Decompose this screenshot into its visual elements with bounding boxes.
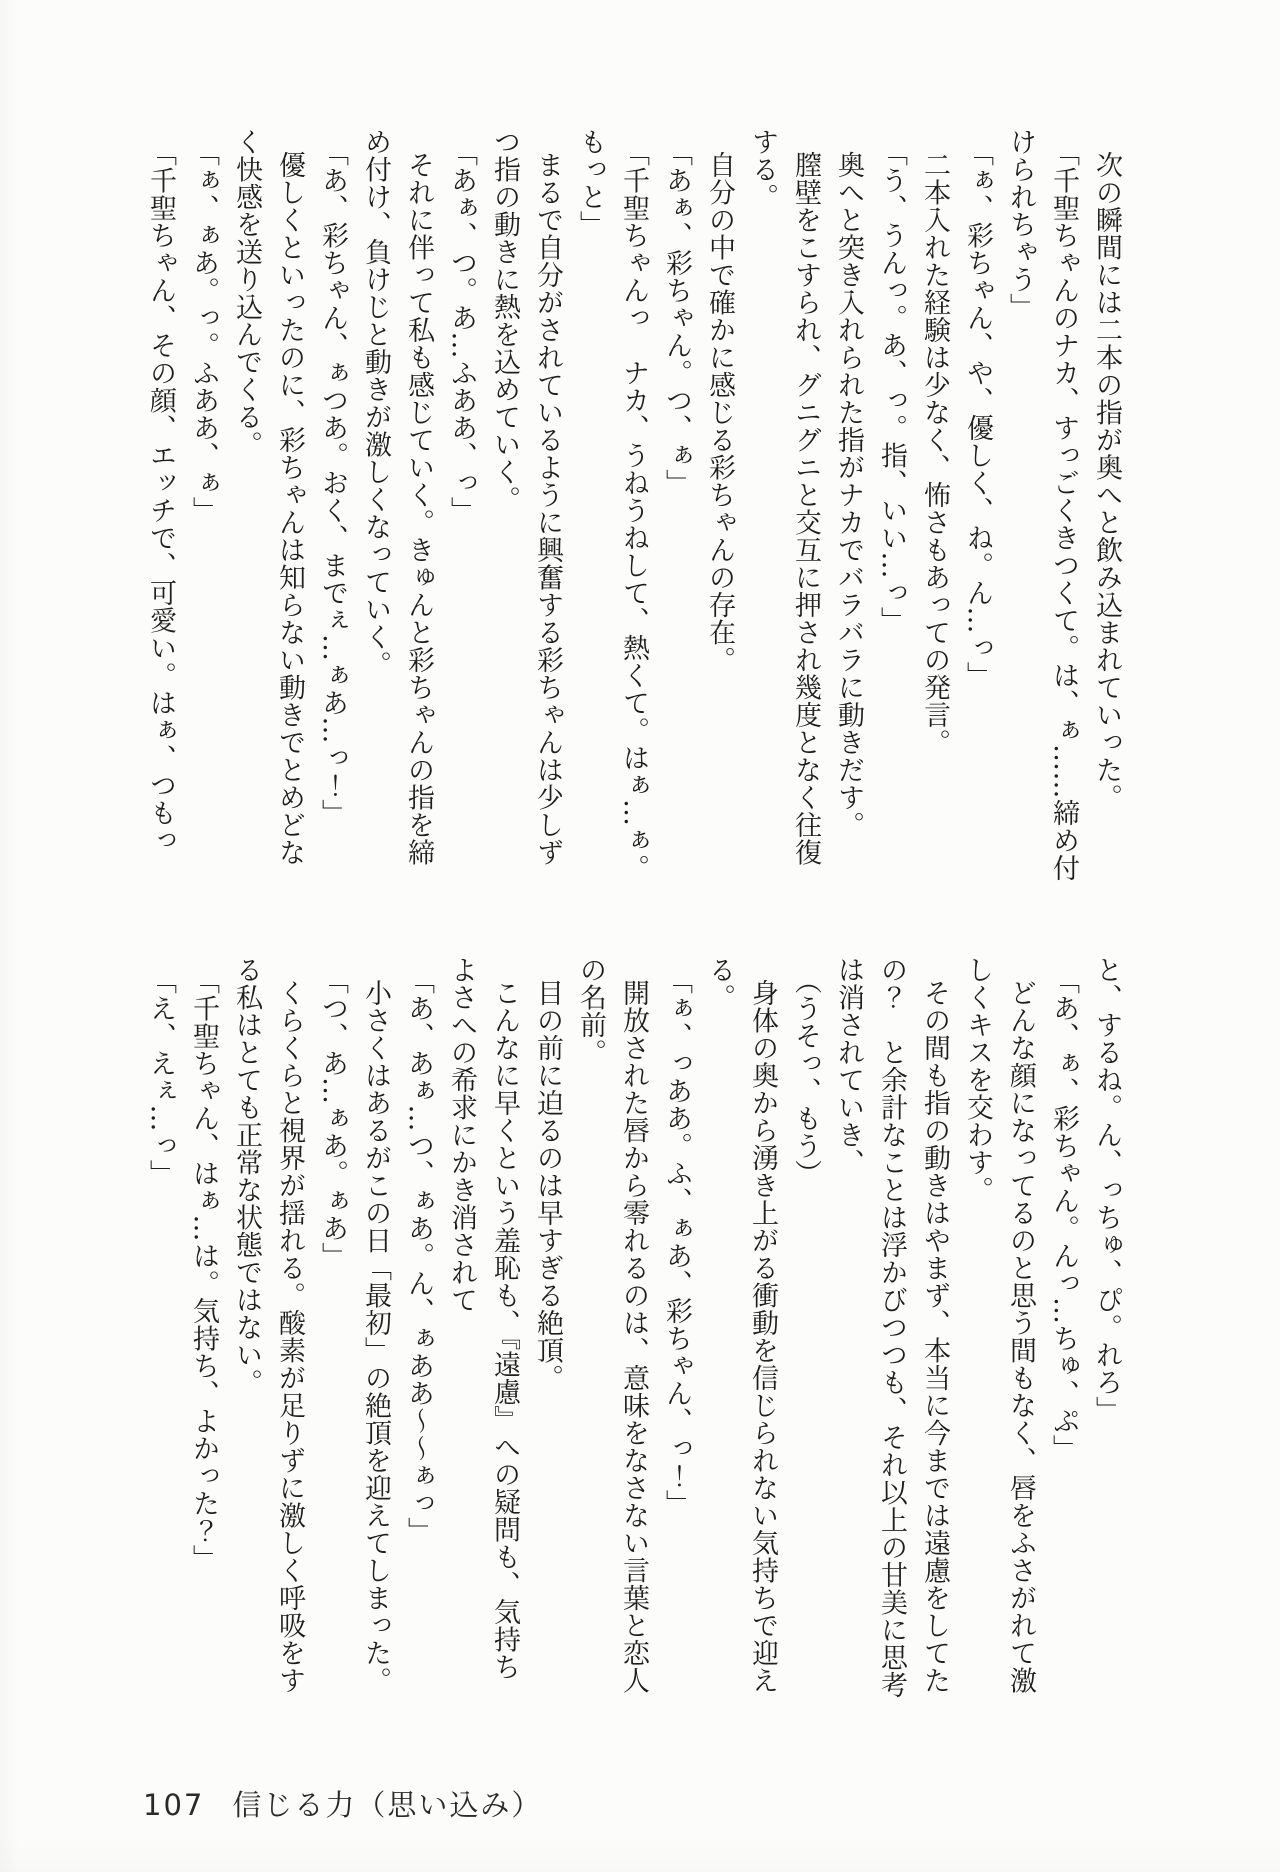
text-column: 身体の奥から湧き上がる衝動を信じられない気持ちで迎え <box>747 978 778 1694</box>
text-column: 優しくといったのに、彩ちゃんは知らない動きでとめどな <box>274 150 305 866</box>
text-column: と、するね。ん、っちゅ、ぴ。れろ」 <box>1091 956 1122 1424</box>
text-column: その間も指の動きはやまず、本当に今までは遠慮をしてた <box>919 978 950 1694</box>
text-column: 開放された唇から零れるのは、意味をなさない言葉と恋人 <box>618 978 649 1694</box>
text-column: 「あ、ぁ、彩ちゃん。んっ…ちゅ、ぷ」 <box>1048 966 1079 1462</box>
footer-chapter-title: 信じる力（思い込み） <box>232 1788 543 1822</box>
page-footer <box>143 1783 542 1824</box>
text-column: よさへの希求にかき消されて <box>446 956 477 1314</box>
text-column: は消されていき、 <box>833 956 864 1176</box>
text-column: め付け、負けじと動きが激しくなっていく。 <box>360 128 391 678</box>
text-column: 「ぁ、彩ちゃん、や、優しく、ね。ん…っ」 <box>962 138 993 689</box>
text-column: けられちゃう」 <box>1005 128 1036 321</box>
text-column: 「あぁ、彩ちゃん。つ、ぁ」 <box>661 138 692 497</box>
text-column: （うそっ、もう） <box>790 966 821 1187</box>
text-column: まるで自分がされているように興奮する彩ちゃんは少しず <box>532 150 563 866</box>
text-column: する。 <box>747 128 778 211</box>
text-column: 「ぁ、っああ。ふ、ぁあ、彩ちゃん、っ！」 <box>661 966 692 1517</box>
text-column: 自分の中で確かに感じる彩ちゃんの存在。 <box>704 150 735 674</box>
text-column: 「つ、あ…ぁあ。ぁあ」 <box>317 966 348 1270</box>
text-column: 「う、うんっ。あ、っ。指、いい…っ」 <box>876 138 907 634</box>
text-column: 二本入れた経験は少なく、怖さもあっての発言。 <box>919 150 950 756</box>
text-column: しくキスを交わす。 <box>962 956 993 1204</box>
text-column: 「あぁ、つ。あ…ふああ、っ」 <box>446 138 477 524</box>
text-column: 目の前に迫るのは早すぎる絶頂。 <box>532 978 563 1392</box>
text-column: る私はとても正常な状態ではない。 <box>231 956 262 1396</box>
text-column: つ指の動きに熱を込めていく。 <box>489 128 520 513</box>
text-column: 「あ、あぁ…つ、ぁあ。ん、ぁああ～～ぁっ」 <box>403 966 434 1545</box>
text-column: 次の瞬間には二本の指が奥へと飲み込まれていった。 <box>1091 150 1122 811</box>
text-block-top <box>136 128 1128 890</box>
text-column: それに伴って私も感じていく。きゅんと彩ちゃんの指を締 <box>403 150 434 866</box>
text-column: 「千聖ちゃん、その顔、エッチで、可愛い。はぁ、つもっ <box>145 138 176 854</box>
text-column: 「千聖ちゃんっ ナカ、うねうねして、熱くて。はぁ…ぁ。 <box>618 138 649 882</box>
text-column: の？ と余計なことは浮かびつつも、それ以上の甘美に思考 <box>876 956 907 1699</box>
text-column: 「え、えぇ…っ」 <box>145 966 176 1187</box>
page-number: 107 <box>143 1788 205 1822</box>
text-column: 「あ、彩ちゃん、ぁつあ。おく、までぇ…ぁあ…っ！」 <box>317 138 348 827</box>
text-column: く快感を送り込んでくる。 <box>231 128 262 458</box>
text-block-bottom <box>136 956 1128 1728</box>
text-column: もっと」 <box>575 128 606 238</box>
text-column: る。 <box>704 956 735 1011</box>
text-column: 小さくはあるがこの日「最初」の絶頂を迎えてしまった。 <box>360 978 391 1694</box>
text-column: 「ぁ、ぁあ。っ。ふああ、ぁ」 <box>188 138 219 524</box>
text-column: 膣壁をこすられ、グニグニと交互に押され幾度となく往復 <box>790 150 821 866</box>
text-column: くらくらと視界が揺れる。酸素が足りずに激しく呼吸をす <box>274 978 305 1694</box>
text-column: 「千聖ちゃんのナカ、すっごくきつくて。は、ぁ……締め付 <box>1048 138 1079 882</box>
text-column: こんなに早くという羞恥も、『遠慮』への疑問も、気持ち <box>489 978 520 1681</box>
text-column: 奥へと突き入れられた指がナカでバラバラに動きだす。 <box>833 150 864 839</box>
text-column: 「千聖ちゃん、はぁ…は。気持ち、よかった？」 <box>188 966 219 1572</box>
text-column: どんな顔になってるのと思う間もなく、唇をふさがれて激 <box>1005 978 1036 1694</box>
text-column: の名前。 <box>575 956 606 1066</box>
